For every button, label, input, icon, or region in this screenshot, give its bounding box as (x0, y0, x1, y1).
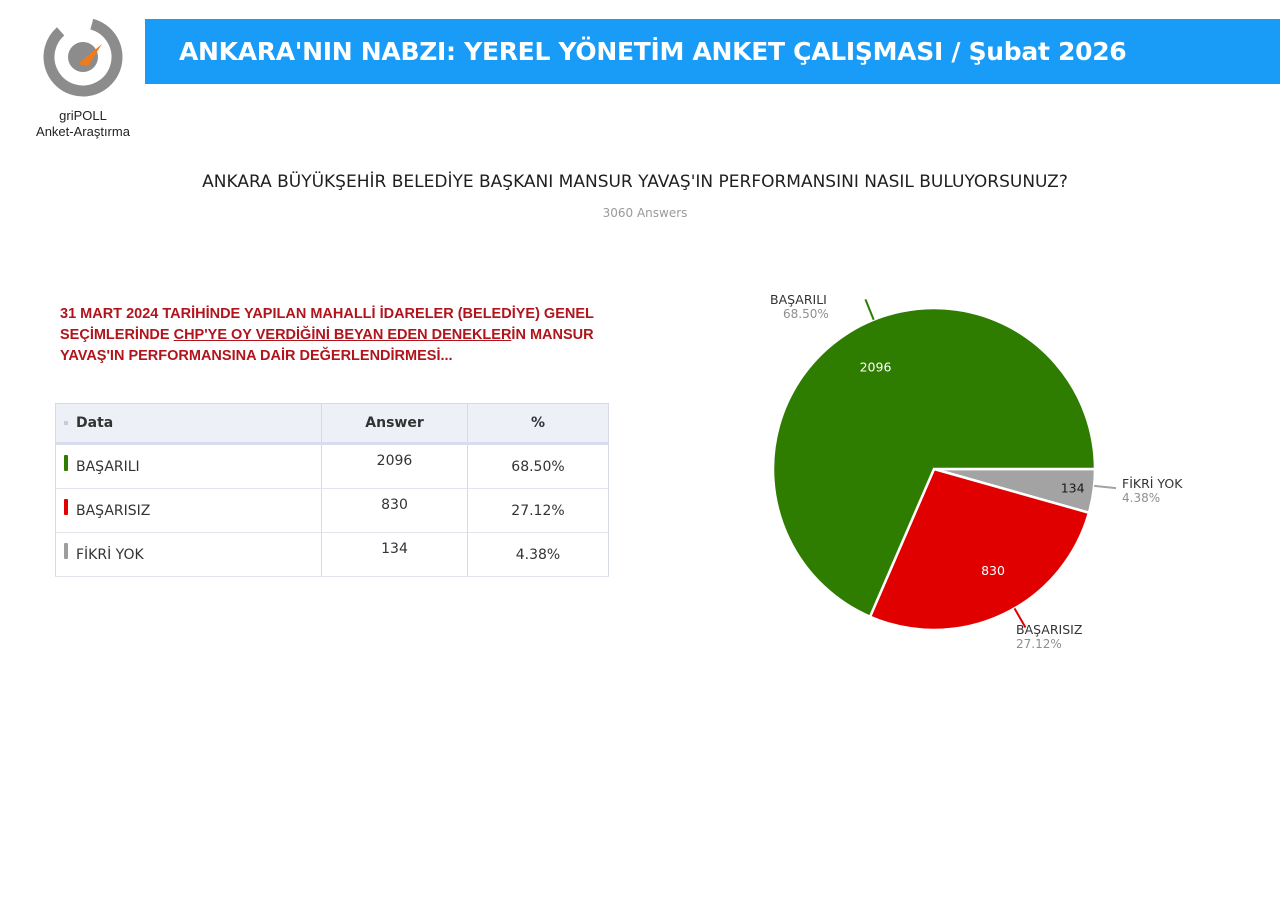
table-header-row (56, 404, 609, 444)
row-label-text: BAŞARILI (76, 458, 140, 475)
percent-label: 27.12% (1016, 637, 1062, 651)
subgroup-note (60, 304, 600, 367)
answers-count: 3060 Answers (602, 206, 688, 220)
header-percent: % (468, 404, 609, 444)
logo (30, 14, 136, 140)
row-percent: 27.12% (468, 489, 609, 533)
header-banner (145, 19, 1280, 84)
row-label-text: FİKRİ YOK (76, 546, 144, 563)
row-label (56, 489, 322, 533)
note-part-3: İN MANSUR YAVAŞ'IN PERFORMANSINA DAİR DEĞERLENDİRMESİ... (60, 327, 594, 364)
row-label (56, 444, 322, 489)
table-row (56, 533, 609, 577)
logo-subtitle: Anket-Araştırma (36, 124, 130, 139)
note-part-2-underlined: CHP'YE OY VERDİĞİNİ BEYAN EDEN DENEKLER (173, 327, 512, 343)
row-answer: 2096 (322, 444, 468, 489)
leader-line (865, 299, 873, 319)
color-swatch (64, 543, 68, 559)
table-row (56, 489, 609, 533)
row-answer: 830 (322, 489, 468, 533)
table-row (56, 444, 609, 489)
category-label: BAŞARISIZ (1016, 622, 1083, 637)
percent-label: 68.50% (783, 307, 829, 321)
header-data: Data (56, 404, 322, 444)
percent-label: 4.38% (1122, 491, 1161, 505)
row-percent: 68.50% (468, 444, 609, 489)
data-label: 830 (981, 563, 1005, 579)
page-title: ANKARA'NIN NABZI: YEREL YÖNETİM ANKET ÇALIŞMASI / Şubat 2026 (179, 37, 1127, 66)
row-label-text: BAŞARISIZ (76, 502, 151, 519)
row-label (56, 533, 322, 577)
color-swatch (64, 455, 68, 471)
survey-question: ANKARA BÜYÜKŞEHİR BELEDİYE BAŞKANI MANSUR YAVAŞ'IN PERFORMANSINI NASIL BULUYORSUNUZ? (202, 172, 1068, 192)
note-part-1: 31 MART 2024 TARİHİNDE YAPILAN MAHALLİ İDARELER (BELEDİYE) GENEL SEÇİMLERİNDE (60, 306, 594, 343)
color-swatch (64, 499, 68, 515)
category-label: FİKRİ YOK (1122, 476, 1183, 491)
row-answer: 134 (322, 533, 468, 577)
data-label: 134 (1060, 480, 1085, 496)
results-table (55, 403, 609, 577)
logo-brand-name: griPOLL (59, 108, 107, 123)
leader-line (1094, 486, 1116, 488)
category-label: BAŞARILI (770, 292, 827, 307)
data-label: 2096 (859, 359, 892, 375)
row-percent: 4.38% (468, 533, 609, 577)
pie-chart (700, 270, 1260, 690)
gripoll-logo-icon (40, 14, 126, 100)
header-answer: Answer (322, 404, 468, 444)
